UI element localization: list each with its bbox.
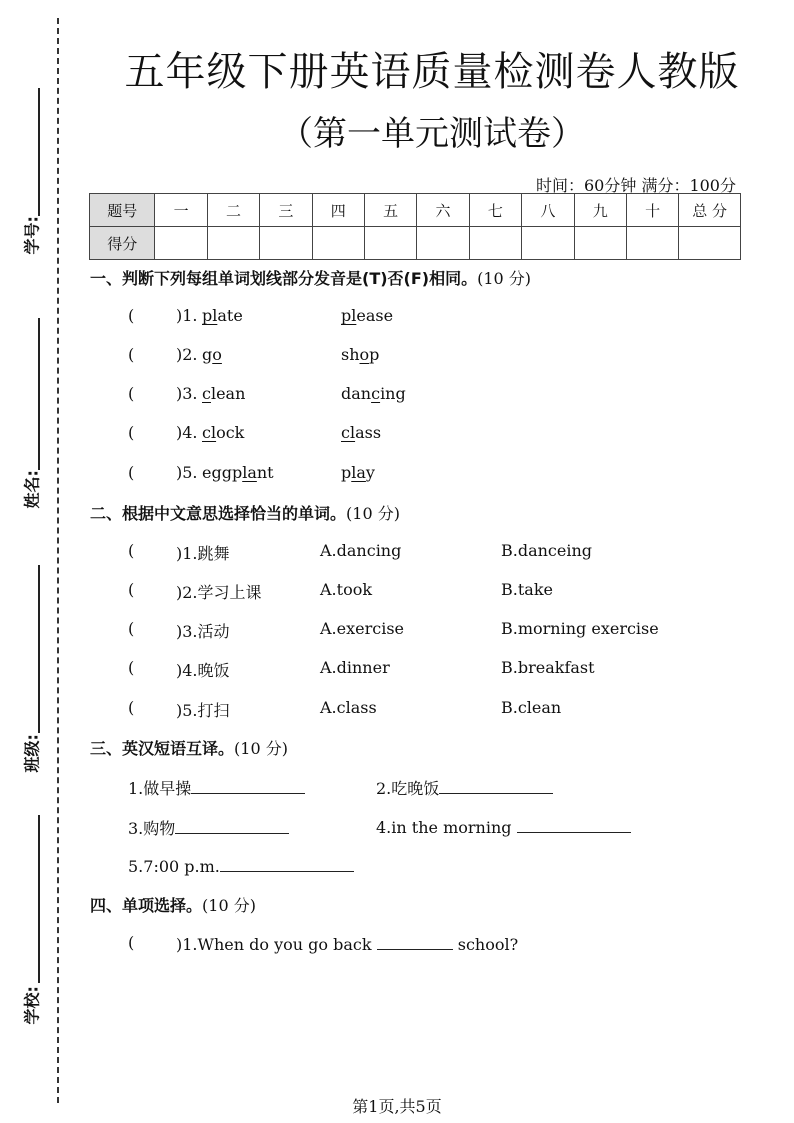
section4-title xyxy=(90,893,256,916)
answer-blank[interactable] xyxy=(439,777,553,794)
section1-title-text: 一、判断下列每组单词划线部分发音是(T)否(F)相同。 xyxy=(90,269,478,288)
score-table-header-row xyxy=(90,194,741,227)
section2-title xyxy=(90,501,400,524)
answer-blank[interactable] xyxy=(377,933,453,950)
score-cell[interactable] xyxy=(155,227,207,260)
time-info: 时间：60分钟 满分：100分 xyxy=(536,176,736,195)
answer-paren[interactable]: ( xyxy=(128,423,135,442)
answer-blank[interactable] xyxy=(191,777,305,794)
s1-word-b: dancing xyxy=(341,384,406,403)
score-col: 六 xyxy=(417,194,469,227)
s1-num: )5. xyxy=(176,463,198,482)
score-col: 四 xyxy=(312,194,364,227)
s1-word-b: play xyxy=(341,463,375,482)
s1-num: )4. xyxy=(176,423,198,442)
score-table-score-row xyxy=(90,227,741,260)
student-no-label: 学号: xyxy=(22,216,42,255)
answer-paren[interactable]: ( xyxy=(128,619,135,638)
s1-word-b: shop xyxy=(341,345,380,364)
answer-paren[interactable]: ( xyxy=(128,933,135,952)
s2-option-b: B.breakfast xyxy=(501,658,595,677)
s2-question: )1.跳舞 xyxy=(176,544,230,563)
section2-points: (10 分) xyxy=(346,504,400,523)
s2-option-a: A.took xyxy=(320,580,373,599)
score-cell[interactable] xyxy=(626,227,678,260)
s2-option-b: B.take xyxy=(501,580,553,599)
student-no-line xyxy=(38,88,40,216)
score-cell[interactable] xyxy=(260,227,312,260)
s1-word-a: clean xyxy=(202,384,246,403)
score-cell[interactable] xyxy=(417,227,469,260)
school-line xyxy=(38,815,40,983)
answer-blank[interactable] xyxy=(220,855,354,872)
s4-question: )1.When do you go back school? xyxy=(176,935,519,954)
answer-paren[interactable]: ( xyxy=(128,306,135,325)
score-cell[interactable] xyxy=(574,227,626,260)
answer-paren[interactable]: ( xyxy=(128,580,135,599)
s2-option-b: B.clean xyxy=(501,698,562,717)
score-table xyxy=(89,193,741,260)
s1-num: )1. xyxy=(176,306,198,325)
s1-word-b: please xyxy=(341,306,394,325)
answer-paren[interactable]: ( xyxy=(128,698,135,717)
s2-option-a: A.dinner xyxy=(320,658,390,677)
s2-question: )2.学习上课 xyxy=(176,583,262,602)
score-cell[interactable] xyxy=(364,227,416,260)
score-col: 三 xyxy=(260,194,312,227)
score-col: 九 xyxy=(574,194,626,227)
name-label: 姓名: xyxy=(22,470,42,509)
score-col: 八 xyxy=(522,194,574,227)
s2-option-a: A.dancing xyxy=(320,541,402,560)
s1-word-b: class xyxy=(341,423,382,442)
s2-option-a: A.class xyxy=(320,698,377,717)
class-line xyxy=(38,565,40,733)
score-cell[interactable] xyxy=(522,227,574,260)
answer-blank[interactable] xyxy=(175,817,289,834)
score-col: 一 xyxy=(155,194,207,227)
score-col-total: 总 分 xyxy=(679,194,741,227)
score-table-header: 题号 xyxy=(90,194,155,227)
page-footer: 第1页,共5页 xyxy=(352,1097,442,1116)
section1-title xyxy=(90,266,531,289)
s2-question: )5.打扫 xyxy=(176,701,230,720)
section2-title-text: 二、根据中文意思选择恰当的单词。 xyxy=(90,504,347,523)
answer-paren[interactable]: ( xyxy=(128,463,135,482)
s3-item-4: 4.in the morning xyxy=(376,816,631,837)
section4-points: (10 分) xyxy=(202,896,256,915)
class-label: 班级: xyxy=(22,734,42,773)
score-col: 十 xyxy=(626,194,678,227)
page-subtitle: （第一单元测试卷） xyxy=(279,114,585,154)
school-label: 学校: xyxy=(22,986,42,1025)
s3-item-1: 1.做早操 xyxy=(128,776,305,799)
binding-strip xyxy=(0,0,70,1123)
s1-word-a: go xyxy=(202,345,222,364)
score-cell-total[interactable] xyxy=(679,227,741,260)
answer-paren[interactable]: ( xyxy=(128,658,135,677)
s2-option-b: B.morning exercise xyxy=(501,619,659,638)
s1-num: )2. xyxy=(176,345,198,364)
s1-word-a: eggplant xyxy=(202,463,274,482)
section3-points: (10 分) xyxy=(234,739,288,758)
cut-line xyxy=(57,18,59,1103)
s3-item-5: 5.7:00 p.m. xyxy=(128,855,354,876)
page-title: 五年级下册英语质量检测卷人教版 xyxy=(124,49,740,95)
score-col: 七 xyxy=(469,194,521,227)
answer-paren[interactable]: ( xyxy=(128,345,135,364)
section3-title xyxy=(90,736,288,759)
answer-paren[interactable]: ( xyxy=(128,384,135,403)
s2-option-a: A.exercise xyxy=(320,619,405,638)
s2-option-b: B.danceing xyxy=(501,541,593,560)
s1-word-a: plate xyxy=(202,306,243,325)
score-col: 二 xyxy=(207,194,259,227)
answer-blank[interactable] xyxy=(517,816,631,833)
s1-word-a: clock xyxy=(202,423,245,442)
section1-points: (10 分) xyxy=(477,269,532,288)
score-cell[interactable] xyxy=(207,227,259,260)
score-row-header: 得分 xyxy=(90,227,155,260)
score-cell[interactable] xyxy=(312,227,364,260)
section4-title-text: 四、单项选择。 xyxy=(90,896,203,915)
s1-num: )3. xyxy=(176,384,198,403)
name-line xyxy=(38,318,40,470)
answer-paren[interactable]: ( xyxy=(128,541,135,560)
s3-item-2: 2.吃晚饭 xyxy=(376,776,553,799)
s2-question: )3.活动 xyxy=(176,622,230,641)
s3-item-3: 3.购物 xyxy=(128,816,289,839)
score-cell[interactable] xyxy=(469,227,521,260)
score-col: 五 xyxy=(364,194,416,227)
s2-question: )4.晚饭 xyxy=(176,661,230,680)
section3-title-text: 三、英汉短语互译。 xyxy=(90,739,235,758)
